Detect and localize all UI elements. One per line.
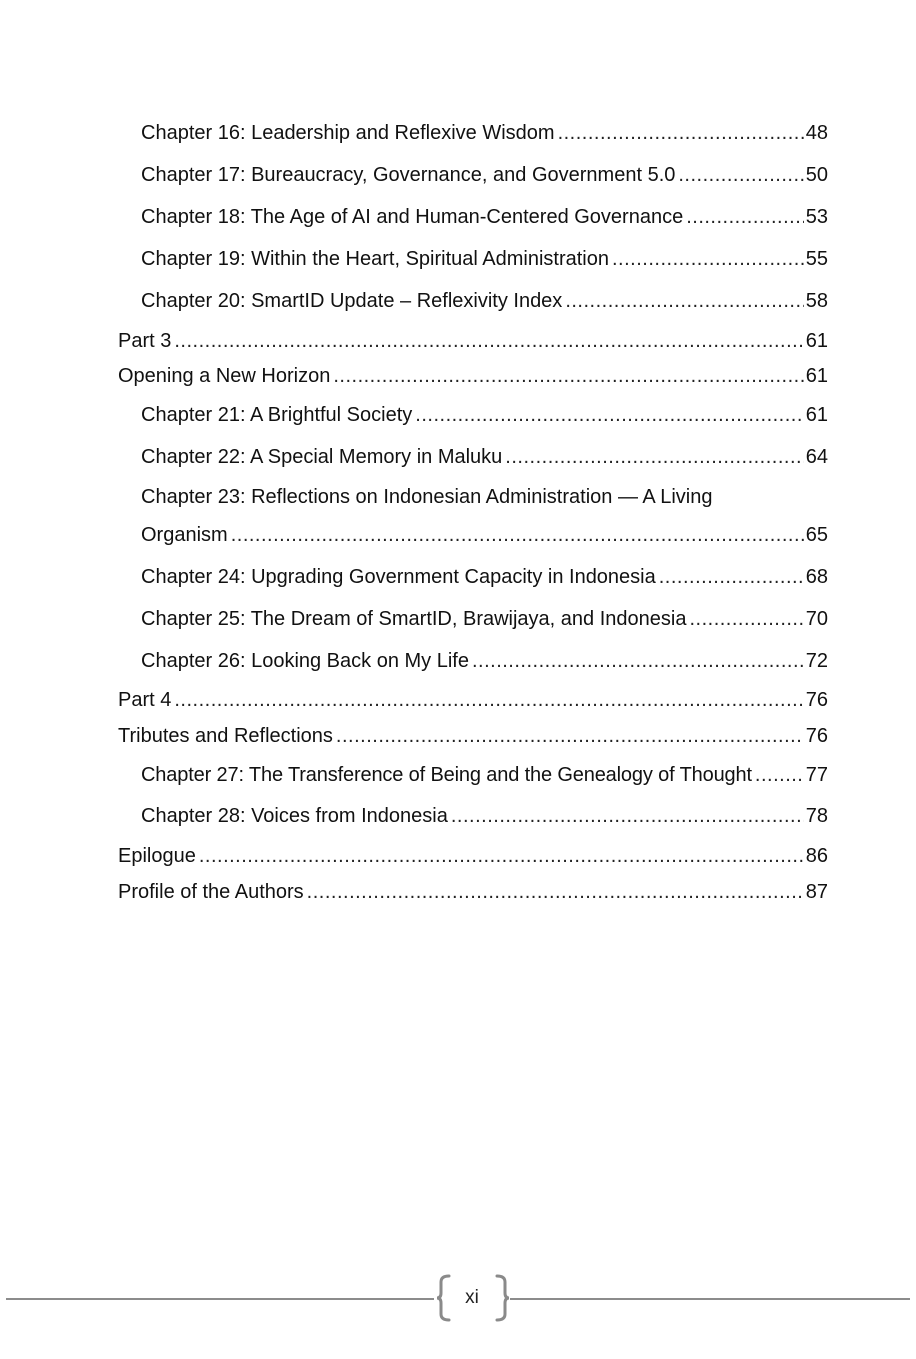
toc-entry-title: Chapter 17: Bureaucracy, Governance, and Government 5.0 xyxy=(141,164,676,186)
dot-leader xyxy=(678,163,803,187)
toc-entry-title: Chapter 26: Looking Back on My Life xyxy=(141,650,469,672)
toc-entry-title: Part 4 xyxy=(118,689,172,711)
dot-leader xyxy=(612,247,804,271)
toc-entry-chapter-21[interactable] xyxy=(141,403,828,427)
dot-leader xyxy=(336,724,804,748)
toc-entry-part-4[interactable] xyxy=(118,688,828,712)
toc-entry-chapter-19[interactable] xyxy=(141,247,828,271)
toc-entry-title: Part 3 xyxy=(118,330,172,352)
toc-entry-page: 48 xyxy=(805,122,828,144)
dot-leader xyxy=(755,763,804,787)
dot-leader xyxy=(174,688,803,712)
toc-entry-page: 76 xyxy=(805,689,828,711)
toc-entry-title: Chapter 25: The Dream of SmartID, Brawijaya, and Indonesia xyxy=(141,608,687,630)
toc-entry-title: Chapter 28: Voices from Indonesia xyxy=(141,805,448,827)
toc-entry-title: Tributes and Reflections xyxy=(118,725,333,747)
toc-entry-chapter-27[interactable] xyxy=(141,763,828,787)
toc-entry-chapter-26[interactable] xyxy=(141,649,828,673)
dot-leader xyxy=(199,844,804,868)
toc-entry-title: Profile of the Authors xyxy=(118,881,304,903)
toc-entry-chapter-18[interactable] xyxy=(141,205,828,229)
toc-entry-page: 65 xyxy=(805,524,828,546)
toc-entry-page: 78 xyxy=(805,805,828,827)
right-brace-ornament xyxy=(494,1274,510,1322)
toc-entry-tributes-and-reflections[interactable] xyxy=(118,724,828,748)
footer-rule-left xyxy=(6,1298,434,1300)
toc-entry-part-3[interactable] xyxy=(118,329,828,353)
toc-entry-title: Chapter 18: The Age of AI and Human-Centered Governance xyxy=(141,206,684,228)
dot-leader xyxy=(415,403,803,427)
page-number: xi xyxy=(465,1287,479,1308)
footer-rule-right xyxy=(510,1298,910,1300)
dot-leader xyxy=(451,804,804,828)
toc-entry-page: 50 xyxy=(805,164,828,186)
toc-entry-chapter-20[interactable] xyxy=(141,289,828,313)
toc-entry-title-continued: Organism xyxy=(141,524,228,546)
toc-entry-profile-of-the-authors[interactable] xyxy=(118,880,828,904)
toc-entry-page: 68 xyxy=(805,566,828,588)
toc-entry-page: 61 xyxy=(805,404,828,426)
toc-entry-chapter-25[interactable] xyxy=(141,607,828,631)
toc-entry-title: Chapter 23: Reflections on Indonesian Administration — A Living xyxy=(141,486,713,508)
toc-entry-page: 61 xyxy=(805,365,828,387)
toc-entry-chapter-22[interactable] xyxy=(141,445,828,469)
dot-leader xyxy=(472,649,804,673)
dot-leader xyxy=(231,523,804,547)
toc-entry-page: 70 xyxy=(805,608,828,630)
toc-entry-title: Chapter 21: A Brightful Society xyxy=(141,404,413,426)
left-brace-ornament xyxy=(436,1274,452,1322)
toc-entry-chapter-28[interactable] xyxy=(141,804,828,828)
dot-leader xyxy=(307,880,804,904)
toc-entry-title: Opening a New Horizon xyxy=(118,365,331,387)
toc-entry-chapter-17[interactable] xyxy=(141,163,828,187)
toc-entry-opening-a-new-horizon[interactable] xyxy=(118,364,828,388)
toc-entry-epilogue[interactable] xyxy=(118,844,828,868)
toc-entry-chapter-16[interactable] xyxy=(141,121,828,145)
toc-entry-page: 72 xyxy=(805,650,828,672)
dot-leader xyxy=(333,364,803,388)
toc-entry-page: 61 xyxy=(805,330,828,352)
dot-leader xyxy=(689,607,803,631)
dot-leader xyxy=(565,289,803,313)
toc-entry-title: Chapter 24: Upgrading Government Capacity in Indonesia xyxy=(141,566,656,588)
toc-entry-title: Chapter 27: The Transference of Being and the Genealogy of Thought xyxy=(141,764,752,786)
toc-entry-title: Chapter 20: SmartID Update – Reflexivity Index xyxy=(141,290,563,312)
toc-entry-title: Chapter 19: Within the Heart, Spiritual Administration xyxy=(141,248,609,270)
toc-entry-title: Chapter 22: A Special Memory in Maluku xyxy=(141,446,503,468)
toc-entry-page: 58 xyxy=(805,290,828,312)
dot-leader xyxy=(686,205,804,229)
toc-entry-title: Chapter 16: Leadership and Reflexive Wisdom xyxy=(141,122,555,144)
toc-entry-page: 86 xyxy=(805,845,828,867)
toc-entry-page: 87 xyxy=(805,881,828,903)
toc-entry-chapter-23[interactable] xyxy=(141,485,828,547)
toc-entry-chapter-24[interactable] xyxy=(141,565,828,589)
dot-leader xyxy=(505,445,803,469)
dot-leader xyxy=(558,121,804,145)
dot-leader xyxy=(174,329,803,353)
toc-entry-page: 53 xyxy=(805,206,828,228)
toc-entry-title: Epilogue xyxy=(118,845,196,867)
toc-entry-page: 64 xyxy=(805,446,828,468)
dot-leader xyxy=(659,565,804,589)
toc-entry-page: 76 xyxy=(805,725,828,747)
toc-entry-page: 55 xyxy=(805,248,828,270)
toc-entry-page: 77 xyxy=(805,764,828,786)
